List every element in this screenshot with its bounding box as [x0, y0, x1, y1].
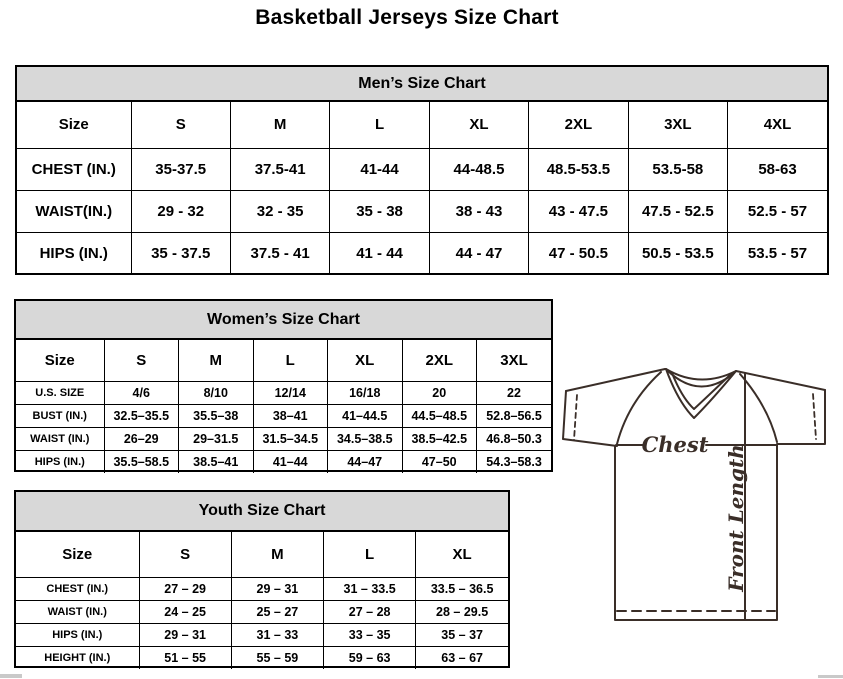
- mens-value-cell: 53.5-58: [628, 148, 727, 190]
- womens-row-label: U.S. SIZE: [16, 381, 104, 404]
- mens-table-row: [17, 232, 827, 274]
- mens-value-cell: 47.5 - 52.5: [628, 190, 727, 232]
- mens-column-header: XL: [429, 102, 528, 148]
- womens-value-cell: 35.5–58.5: [104, 450, 179, 473]
- youth-value-cell: 28 – 29.5: [416, 600, 508, 623]
- mens-value-cell: 50.5 - 53.5: [628, 232, 727, 274]
- mens-value-cell: 32 - 35: [230, 190, 329, 232]
- mens-value-cell: 44-48.5: [429, 148, 528, 190]
- youth-table-row: [16, 600, 508, 623]
- youth-value-cell: 25 – 27: [231, 600, 323, 623]
- youth-column-header: L: [324, 532, 416, 577]
- youth-value-cell: 55 – 59: [231, 646, 323, 669]
- chest-label: Chest: [641, 432, 709, 457]
- youth-value-cell: 33.5 – 36.5: [416, 577, 508, 600]
- youth-column-header-row: [16, 532, 508, 577]
- youth-table-row: [16, 577, 508, 600]
- womens-column-header: L: [253, 340, 328, 381]
- mens-row-label: CHEST (IN.): [17, 148, 131, 190]
- jersey-right-cuff-dashes: [813, 394, 816, 439]
- womens-value-cell: 4/6: [104, 381, 179, 404]
- jersey-vneck-inner: [672, 373, 730, 409]
- womens-value-cell: 31.5–34.5: [253, 427, 328, 450]
- mens-value-cell: 52.5 - 57: [728, 190, 827, 232]
- mens-column-header: 4XL: [728, 102, 827, 148]
- youth-value-cell: 27 – 29: [139, 577, 231, 600]
- womens-table: [16, 340, 551, 473]
- horizontal-scrollbar-fragment-left[interactable]: [0, 674, 22, 678]
- mens-value-cell: 47 - 50.5: [529, 232, 628, 274]
- womens-value-cell: 20: [402, 381, 477, 404]
- youth-column-header: XL: [416, 532, 508, 577]
- womens-value-cell: 38–41: [253, 404, 328, 427]
- youth-row-label: HEIGHT (IN.): [16, 646, 139, 669]
- youth-table-row: [16, 623, 508, 646]
- womens-column-header-row: [16, 340, 551, 381]
- womens-value-cell: 32.5–35.5: [104, 404, 179, 427]
- mens-value-cell: 29 - 32: [131, 190, 230, 232]
- youth-table: [16, 532, 508, 669]
- mens-value-cell: 53.5 - 57: [728, 232, 827, 274]
- mens-column-header-row: [17, 102, 827, 148]
- youth-value-cell: 31 – 33.5: [324, 577, 416, 600]
- womens-value-cell: 26–29: [104, 427, 179, 450]
- womens-column-header: M: [179, 340, 254, 381]
- mens-value-cell: 44 - 47: [429, 232, 528, 274]
- jersey-left-cuff-dashes: [574, 395, 577, 440]
- womens-row-label: BUST (IN.): [16, 404, 104, 427]
- womens-column-header: XL: [328, 340, 403, 381]
- horizontal-scrollbar-fragment-right[interactable]: [818, 675, 843, 678]
- mens-table-row: [17, 148, 827, 190]
- womens-value-cell: 41–44: [253, 450, 328, 473]
- jersey-measurement-diagram: [560, 362, 838, 630]
- womens-chart-title: Women’s Size Chart: [16, 301, 551, 340]
- womens-size-chart: [14, 299, 553, 472]
- womens-value-cell: 34.5–38.5: [328, 427, 403, 450]
- mens-column-header: 3XL: [628, 102, 727, 148]
- youth-value-cell: 29 – 31: [231, 577, 323, 600]
- mens-value-cell: 37.5 - 41: [230, 232, 329, 274]
- youth-value-cell: 31 – 33: [231, 623, 323, 646]
- youth-value-cell: 51 – 55: [139, 646, 231, 669]
- womens-value-cell: 52.8–56.5: [477, 404, 552, 427]
- mens-size-chart: [15, 65, 829, 275]
- page-title: Basketball Jerseys Size Chart: [255, 6, 559, 29]
- womens-column-header: Size: [16, 340, 104, 381]
- youth-size-chart: [14, 490, 510, 668]
- mens-value-cell: 48.5-53.5: [529, 148, 628, 190]
- mens-row-label: WAIST(IN.): [17, 190, 131, 232]
- womens-value-cell: 44.5–48.5: [402, 404, 477, 427]
- jersey-body-outline: [615, 445, 777, 620]
- youth-column-header: S: [139, 532, 231, 577]
- jersey-left-shoulder: [566, 369, 665, 391]
- jersey-right-sleeve: [777, 390, 825, 444]
- womens-value-cell: 38.5–42.5: [402, 427, 477, 450]
- youth-chart-title: Youth Size Chart: [16, 492, 508, 532]
- mens-value-cell: 35 - 37.5: [131, 232, 230, 274]
- youth-value-cell: 63 – 67: [416, 646, 508, 669]
- womens-value-cell: 22: [477, 381, 552, 404]
- youth-row-label: WAIST (IN.): [16, 600, 139, 623]
- womens-value-cell: 38.5–41: [179, 450, 254, 473]
- youth-value-cell: 59 – 63: [324, 646, 416, 669]
- womens-value-cell: 16/18: [328, 381, 403, 404]
- mens-value-cell: 41 - 44: [330, 232, 429, 274]
- womens-row-label: WAIST (IN.): [16, 427, 104, 450]
- front-length-label: Front Length: [724, 444, 748, 592]
- mens-value-cell: 37.5-41: [230, 148, 329, 190]
- mens-value-cell: 35 - 38: [330, 190, 429, 232]
- mens-column-header: M: [230, 102, 329, 148]
- womens-table-row: [16, 404, 551, 427]
- youth-value-cell: 29 – 31: [139, 623, 231, 646]
- mens-chart-title: Men’s Size Chart: [17, 67, 827, 102]
- mens-value-cell: 43 - 47.5: [529, 190, 628, 232]
- mens-column-header: S: [131, 102, 230, 148]
- mens-table-row: [17, 190, 827, 232]
- mens-column-header: Size: [17, 102, 131, 148]
- mens-value-cell: 58-63: [728, 148, 827, 190]
- womens-row-label: HIPS (IN.): [16, 450, 104, 473]
- womens-value-cell: 41–44.5: [328, 404, 403, 427]
- youth-column-header: Size: [16, 532, 139, 577]
- mens-value-cell: 35-37.5: [131, 148, 230, 190]
- womens-value-cell: 46.8–50.3: [477, 427, 552, 450]
- youth-value-cell: 35 – 37: [416, 623, 508, 646]
- youth-column-header: M: [231, 532, 323, 577]
- womens-value-cell: 8/10: [179, 381, 254, 404]
- womens-value-cell: 29–31.5: [179, 427, 254, 450]
- mens-value-cell: 41-44: [330, 148, 429, 190]
- womens-column-header: S: [104, 340, 179, 381]
- youth-table-row: [16, 646, 508, 669]
- mens-table: [17, 102, 827, 274]
- mens-column-header: 2XL: [529, 102, 628, 148]
- womens-table-row: [16, 427, 551, 450]
- womens-value-cell: 12/14: [253, 381, 328, 404]
- youth-row-label: CHEST (IN.): [16, 577, 139, 600]
- mens-value-cell: 38 - 43: [429, 190, 528, 232]
- jersey-left-sleeve: [563, 391, 617, 446]
- womens-value-cell: 54.3–58.3: [477, 450, 552, 473]
- mens-row-label: HIPS (IN.): [17, 232, 131, 274]
- womens-column-header: 2XL: [402, 340, 477, 381]
- youth-value-cell: 33 – 35: [324, 623, 416, 646]
- womens-table-row: [16, 381, 551, 404]
- youth-row-label: HIPS (IN.): [16, 623, 139, 646]
- womens-value-cell: 47–50: [402, 450, 477, 473]
- womens-value-cell: 35.5–38: [179, 404, 254, 427]
- youth-value-cell: 24 – 25: [139, 600, 231, 623]
- mens-column-header: L: [330, 102, 429, 148]
- womens-column-header: 3XL: [477, 340, 552, 381]
- womens-value-cell: 44–47: [328, 450, 403, 473]
- youth-value-cell: 27 – 28: [324, 600, 416, 623]
- womens-table-row: [16, 450, 551, 473]
